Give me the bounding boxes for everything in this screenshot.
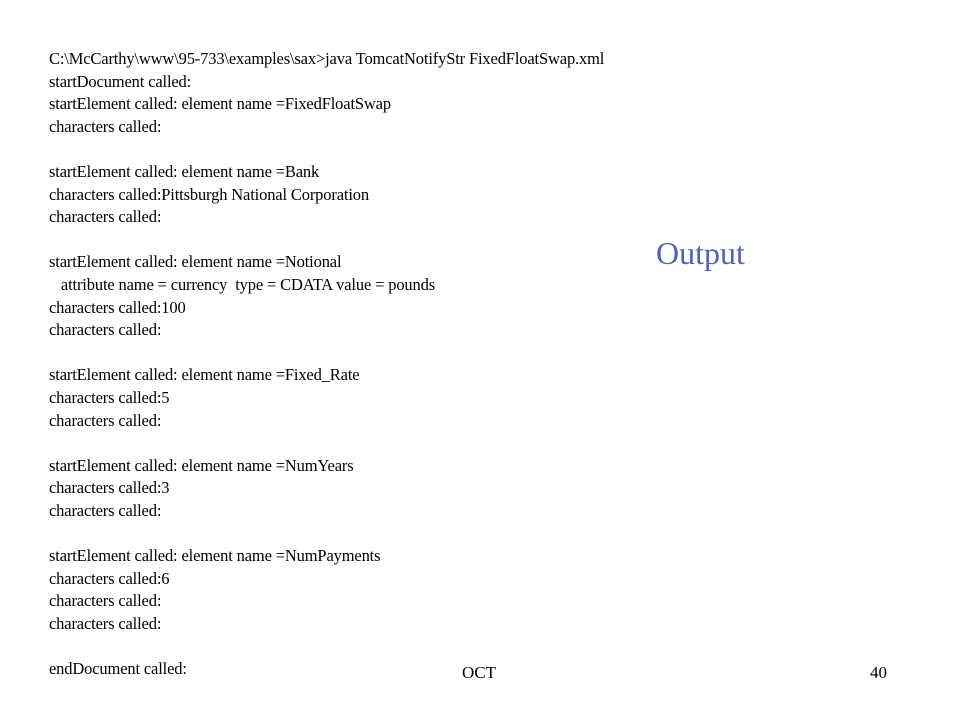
output-line: startElement called: element name =NumPayments [49, 546, 381, 566]
footer-label: OCT [462, 663, 496, 682]
output-line: characters called:100 [49, 297, 186, 317]
output-line: characters called: [49, 613, 162, 633]
output-line: characters called: [49, 500, 162, 520]
output-line: characters called: [49, 410, 162, 430]
output-line: characters called:Pittsburgh National Corporation [49, 184, 369, 204]
output-line: characters called:3 [49, 478, 170, 498]
output-line: startElement called: element name =NumYears [49, 455, 354, 475]
output-line [49, 522, 709, 545]
output-line [49, 635, 709, 658]
output-line: startElement called: element name =Notional [49, 252, 342, 272]
output-line: startElement called: element name =Bank [49, 161, 320, 181]
output-line [49, 229, 709, 252]
output-line: characters called:5 [49, 387, 170, 407]
output-line: startElement called: element name =FixedFloatSwap [49, 94, 391, 114]
output-line: startElement called: element name =Fixed_Rate [49, 365, 360, 385]
output-line [49, 342, 709, 365]
page-number: 40 [870, 663, 887, 682]
output-line: C:\McCarthy\www\95-733\examples\sax>java TomcatNotifyStr FixedFloatSwap.xml [49, 49, 605, 68]
output-line: characters called:6 [49, 568, 170, 588]
slide-title: Output [656, 235, 745, 271]
output-line: attribute name = currency type = CDATA value = pounds [49, 274, 435, 294]
output-line: characters called: [49, 207, 162, 227]
output-line: startDocument called: [49, 71, 192, 91]
output-line: characters called: [49, 320, 162, 340]
output-line: characters called: [49, 591, 162, 611]
output-line: endDocument called: [49, 659, 187, 679]
console-output [49, 48, 709, 681]
output-line: characters called: [49, 116, 162, 136]
output-line [49, 138, 709, 161]
output-line [49, 432, 709, 455]
